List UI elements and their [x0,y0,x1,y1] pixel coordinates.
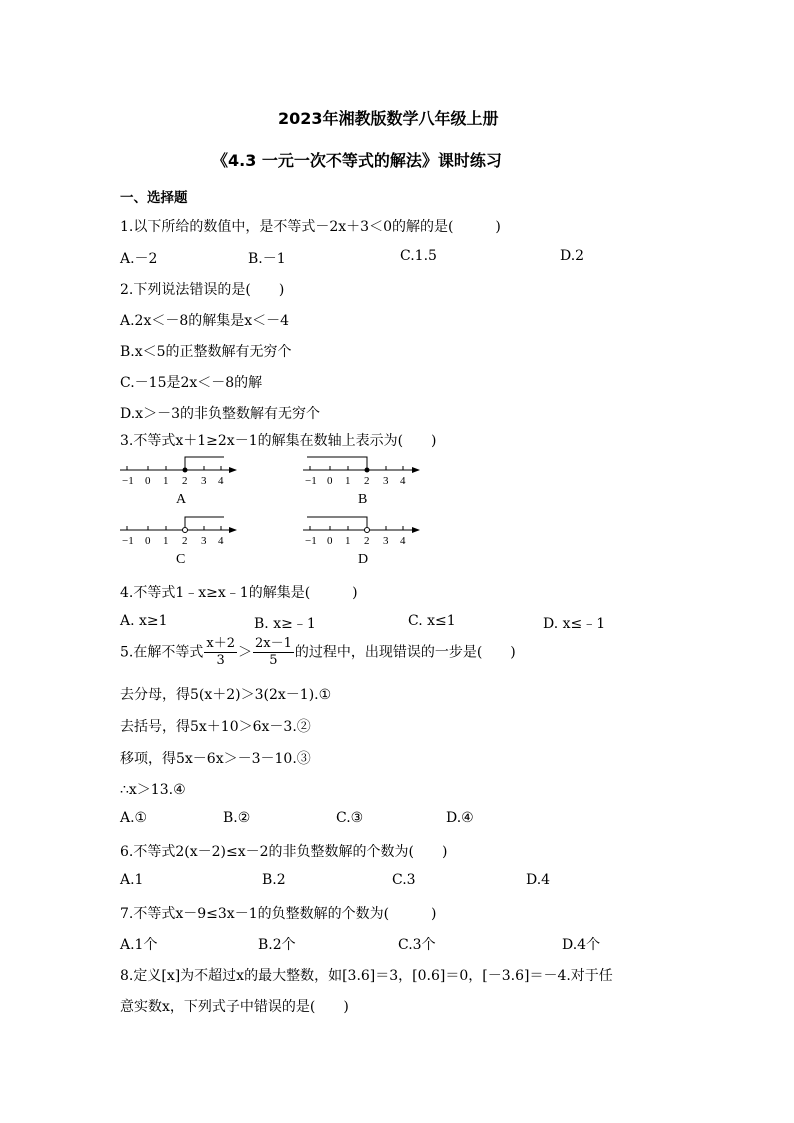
tick-label: 0 [145,535,151,547]
number-line-c [120,517,236,567]
question-3-stem: 3.不等式x＋1≥2x－1的解集在数轴上表示为( ) [120,433,437,449]
tick-label: 1 [163,535,169,547]
fraction-2-denominator: 5 [269,653,278,668]
q6-option-d: D.4 [526,872,551,888]
section-heading: 一、选择题 [120,190,188,206]
number-line-d [303,517,419,567]
q1-option-c: C.1.5 [400,248,437,264]
question-8-stem-line-1: 8.定义[x]为不超过x的最大整数，如[3.6]＝3，[0.6]＝0，[－3.6]＝－4.对于任 [120,968,613,984]
hollow-endpoint [183,528,188,533]
question-5-stem [120,636,516,669]
tick-label: 3 [201,475,207,487]
q2-option-d: D.x＞－3的非负整数解有无穷个 [120,406,320,422]
tick-label: 2 [182,475,188,487]
tick-label: −1 [305,475,317,487]
fraction-1-numerator: x＋2 [206,636,235,651]
hollow-endpoint [365,528,370,533]
tick-label: 0 [327,475,333,487]
fraction-2 [253,636,294,669]
q7-option-b: B.2个 [258,937,296,953]
q4-option-a: A. x≥1 [120,613,168,629]
tick-label: 3 [383,535,389,547]
q5-step-2: 去括号，得5x＋10＞6x－3.② [120,719,311,735]
question-6-stem: 6.不等式2(x－2)≤x－2的非负整数解的个数为( ) [120,844,448,860]
q7-option-d: D.4个 [562,937,601,953]
tick-label: 1 [345,535,351,547]
tick-label: 4 [400,475,406,487]
number-line-b [303,457,419,507]
tick-label: −1 [305,535,317,547]
question-2-stem: 2.下列说法错误的是( ) [120,282,285,298]
q5-stem-before: 5.在解不等式 [120,644,204,661]
tick-label: 2 [364,535,370,547]
q1-option-a: A.－2 [120,251,158,267]
tick-label: 4 [218,535,224,547]
question-7-stem: 7.不等式x－9≤3x－1的负整数解的个数为( ) [120,906,437,922]
tick-label: 2 [364,475,370,487]
q5-option-a: A.① [120,810,148,826]
fraction-1 [204,636,237,669]
q1-option-b: B.－1 [248,251,286,267]
solid-endpoint [183,468,188,473]
q1-option-d: D.2 [560,248,585,264]
tick-label: 4 [218,475,224,487]
number-line-a [120,457,236,507]
q5-stem-after: 的过程中，出现错误的一步是( ) [294,644,516,661]
question-8-stem-line-2: 意实数x，下列式子中错误的是( ) [120,999,349,1015]
q6-option-a: A.1 [120,872,144,888]
figure-label-d: D [358,552,369,567]
tick-label: 3 [383,475,389,487]
q7-option-a: A.1个 [120,937,158,953]
q5-option-c: C.③ [336,810,364,826]
tick-label: 1 [345,475,351,487]
q4-option-b: B. x≥﹣1 [254,616,316,632]
q5-step-4: ∴x＞13.④ [120,782,186,798]
tick-label: 4 [400,535,406,547]
q4-option-c: C. x≤1 [408,613,456,629]
solid-endpoint [365,468,370,473]
tick-label: 2 [182,535,188,547]
figure-label-c: C [176,552,186,567]
figure-label-b: B [358,492,368,507]
q6-option-b: B.2 [262,872,286,888]
q5-step-3: 移项，得5x－6x＞－3－10.③ [120,751,311,767]
tick-label: −1 [122,475,134,487]
q5-step-1: 去分母，得5(x＋2)＞3(2x－1).① [120,687,332,703]
fraction-2-numerator: 2x－1 [254,636,292,651]
q2-option-b: B.x＜5的正整数解有无穷个 [120,344,292,360]
question-1-stem: 1.以下所给的数值中，是不等式－2x＋3＜0的解的是( ) [120,219,501,235]
figure-label-a: A [176,492,187,507]
tick-label: 3 [201,535,207,547]
q4-option-d: D. x≤﹣1 [543,616,606,632]
q6-option-c: C.3 [392,872,416,888]
tick-label: 1 [163,475,169,487]
question-4-stem: 4.不等式1﹣x≥x﹣1的解集是( ) [120,585,358,601]
q2-option-c: C.－15是2x＜－8的解 [120,375,263,391]
q5-option-b: B.② [223,810,251,826]
q7-option-c: C.3个 [398,937,436,953]
tick-label: −1 [122,535,134,547]
q5-option-d: D.④ [446,810,474,826]
tick-label: 0 [327,535,333,547]
document-title: 2023年湘教版数学八年级上册 [278,109,499,128]
fraction-1-denominator: 3 [216,653,225,668]
tick-label: 0 [145,475,151,487]
greater-than-sign: ＞ [237,644,252,661]
q2-option-a: A.2x＜－8的解集是x＜－4 [120,313,290,329]
document-subtitle: 《4.3 一元一次不等式的解法》课时练习 [212,151,502,170]
